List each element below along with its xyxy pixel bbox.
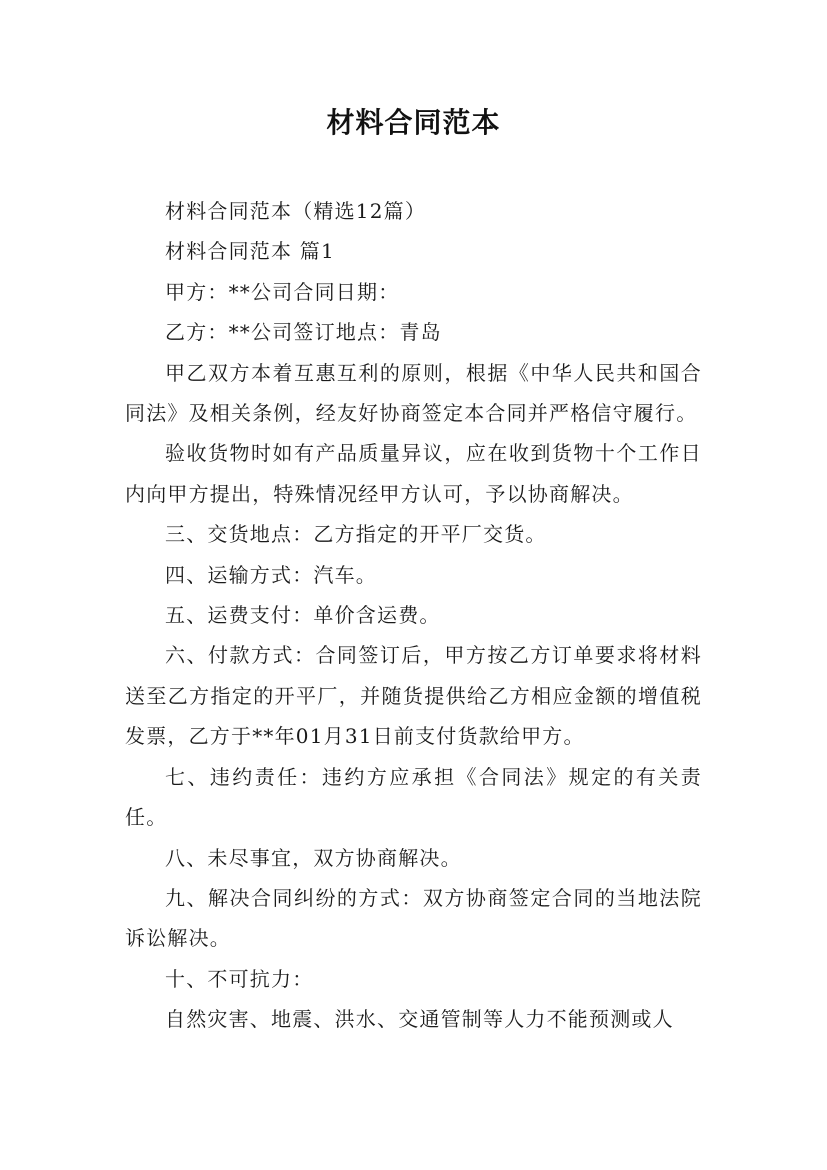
paragraph-clause-7: 七、违约责任：违约方应承担《合同法》规定的有关责任。 xyxy=(125,764,702,830)
paragraph-clause-4: 四、运输方式：汽车。 xyxy=(165,562,377,587)
paragraph-subtitle: 材料合同范本（精选12篇） xyxy=(165,199,427,223)
document-body xyxy=(125,191,702,1040)
paragraph-inspection: 验收货物时如有产品质量异议，应在收到货物十个工作日内向甲方提出，特殊情况经甲方认可，予以协商解决。 xyxy=(125,441,702,506)
paragraph-preamble: 甲乙双方本着互惠互利的原则，根据《中华人民共和国合同法》及相关条例，经友好协商签定本合同并严格信守履行。 xyxy=(125,360,702,426)
paragraph-section-heading: 材料合同范本 篇1 xyxy=(165,239,335,264)
paragraph-clause-10: 十、不可抗力： xyxy=(165,966,314,991)
paragraph-force-majeure: 自然灾害、地震、洪水、交通管制等人力不能预测或人 xyxy=(165,1007,674,1032)
paragraph-clause-9: 九、解决合同纠纷的方式：双方协商签定合同的当地法院诉讼解决。 xyxy=(125,885,702,951)
paragraph-clause-8: 八、未尽事宜，双方协商解决。 xyxy=(165,845,462,870)
paragraph-clause-6: 六、付款方式：合同签订后，甲方按乙方订单要求将材料送至乙方指定的开平厂，并随货提供给乙方相应金额的增值税发票，乙方于**年01月31日前支付货款给甲方。 xyxy=(125,643,702,749)
paragraph-party-b: 乙方：**公司签订地点：青岛 xyxy=(165,320,442,345)
paragraph-party-a: 甲方：**公司合同日期： xyxy=(165,279,400,304)
document-title: 材料合同范本 xyxy=(326,106,501,139)
paragraph-clause-5: 五、运费支付：单价含运费。 xyxy=(165,603,441,628)
paragraph-clause-3: 三、交货地点：乙方指定的开平厂交货。 xyxy=(165,522,547,547)
